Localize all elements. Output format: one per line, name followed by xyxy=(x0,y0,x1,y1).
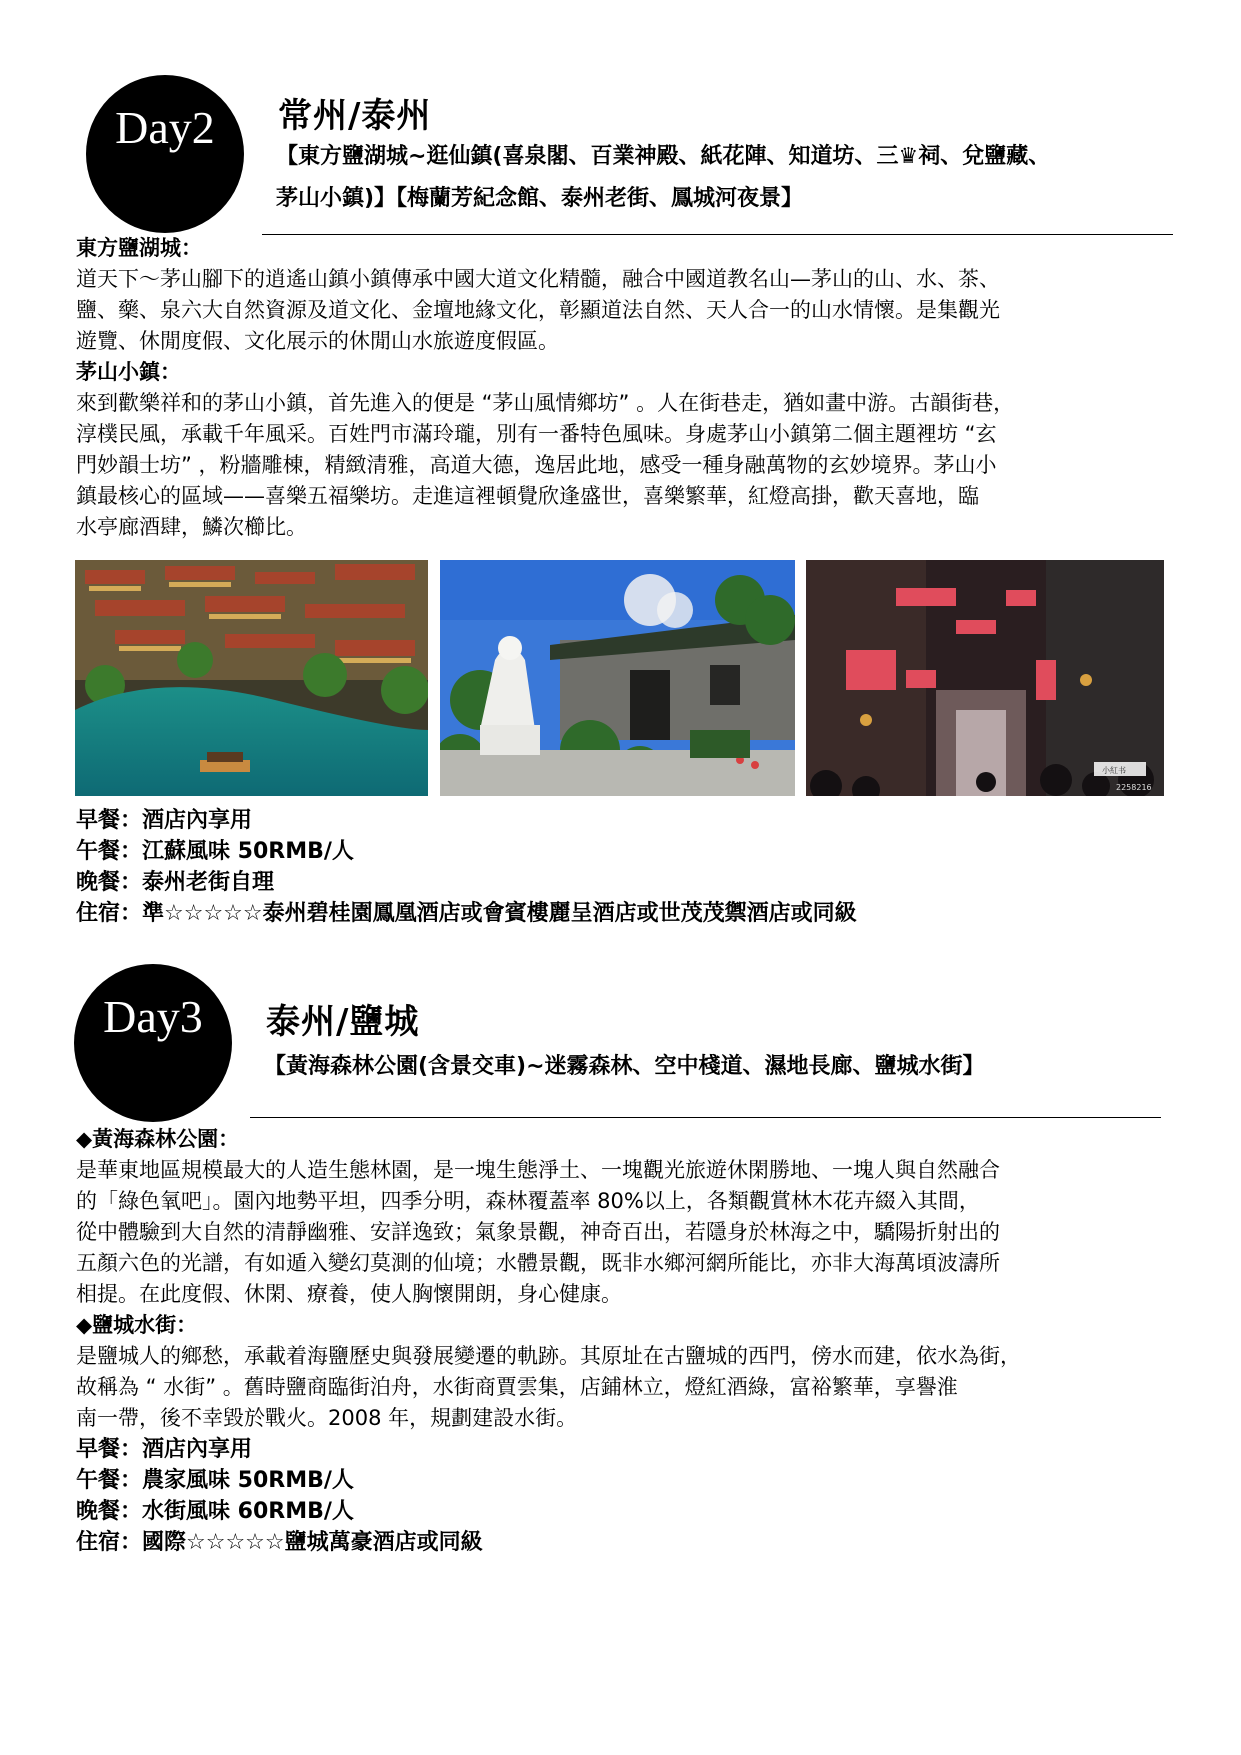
day2-section2-line: 淳樸民風，承載千年風采。百姓門市滿玲瓏，別有一番特色風味。身處茅山小鎮第二個主題裡坊 “玄 xyxy=(76,422,997,446)
photo-statue-image xyxy=(440,560,795,796)
day2-route-line2: 茅山小鎮)】【梅蘭芳紀念館、泰州老街、鳳城河夜景】 xyxy=(276,186,804,211)
day2-section2-line: 水亭廊酒肆，鱗次櫛比。 xyxy=(76,515,307,539)
day2-body xyxy=(76,233,1169,543)
day3-section1-line: 相提。在此度假、休閑、療養，使人胸懷開朗，身心健康。 xyxy=(76,1282,622,1306)
day2-title: 常州/泰州 xyxy=(278,96,432,136)
day3-section1-line: 從中體驗到大自然的清靜幽雅、安詳逸致；氣象景觀，神奇百出，若隱身於林海之中，驕陽折射出的 xyxy=(76,1220,1000,1244)
day2-section2-line: 門妙韻士坊” ，粉牆雕棟，精緻清雅，高道大德，逸居此地，感受一種身融萬物的玄妙境界。茅山小 xyxy=(76,453,997,477)
day3-section1-line: 是華東地區規模最大的人造生態林園，是一塊生態淨土、一塊觀光旅遊休閑勝地、一塊人與自然融合 xyxy=(76,1158,1000,1182)
day3-title: 泰州/鹽城 xyxy=(266,1002,420,1042)
day3-badge-label: Day3 xyxy=(103,991,203,1042)
day3-section1-line: 五顏六色的光譜，有如遁入變幻莫測的仙境；水體景觀，既非水鄉河網所能比，亦非大海萬頃波濤所 xyxy=(76,1251,1000,1275)
photo-statue xyxy=(440,560,795,796)
day3-section2-line: 是鹽城人的鄉愁，承載着海鹽歷史與發展變遷的軌跡。其原址在古鹽城的西門，傍水而建，依水為街， xyxy=(76,1344,1021,1368)
day2-section1-line: 遊覽、休閒度假、文化展示的休閒山水旅遊度假區。 xyxy=(76,329,559,353)
day2-route xyxy=(276,136,1176,220)
day3-section1-heading: ◆黃海森林公園： xyxy=(76,1127,240,1151)
day3-section2-line: 南一帶，後不幸毀於戰火。2008 年，規劃建設水街。 xyxy=(76,1406,578,1430)
day2-badge xyxy=(86,75,244,233)
day2-section2-heading: 茅山小鎮： xyxy=(76,360,181,384)
day3-section2-line: 故稱為 “ 水街” 。舊時鹽商臨街泊舟，水街商賈雲集，店鋪林立，燈紅酒綠，富裕繁華，享譽淮 xyxy=(76,1375,958,1399)
day3-body xyxy=(76,1124,1169,1558)
day3-breakfast: 早餐：酒店內享用 xyxy=(76,1437,253,1462)
day3-section1-line: 的「綠色氧吧」。園內地勢平坦，四季分明，森林覆蓋率 80%以上，各類觀賞林木花卉綴入其間， xyxy=(76,1189,980,1213)
day3-hotel: 住宿：國際☆☆☆☆☆鹽城萬豪酒店或同級 xyxy=(76,1530,483,1555)
day3-route xyxy=(264,1046,1164,1088)
day2-breakfast: 早餐：酒店內享用 xyxy=(76,808,253,833)
day3-badge xyxy=(74,964,232,1122)
photo-old-street xyxy=(806,560,1164,796)
day2-dinner: 晚餐：泰州老街自理 xyxy=(76,870,275,895)
day2-section1-heading: 東方鹽湖城： xyxy=(76,236,202,260)
day3-section2-heading: ◆鹽城水街： xyxy=(76,1313,198,1337)
day3-lunch: 午餐：農家風味 50RMB/人 xyxy=(76,1468,354,1493)
photo-lake-town xyxy=(75,560,428,796)
day2-hotel: 住宿：準☆☆☆☆☆泰州碧桂園鳳凰酒店或會賓樓麗呈酒店或世茂茂禦酒店或同級 xyxy=(76,901,857,926)
day2-lunch: 午餐：江蘇風味 50RMB/人 xyxy=(76,839,354,864)
day3-divider xyxy=(250,1117,1161,1118)
photo-watermark: 小紅书 xyxy=(1102,766,1126,775)
photo-id: 2258216 xyxy=(1116,783,1152,792)
day2-route-line1: 【東方鹽湖城~逛仙鎮(喜泉閣、百業神殿、紙花陣、知道坊、三♛祠、兌鹽藏、 xyxy=(276,144,1051,169)
day3-dinner: 晚餐：水街風味 60RMB/人 xyxy=(76,1499,354,1524)
photo-lake-town-image xyxy=(75,560,428,796)
day2-section1-line: 道天下～茅山腳下的逍遙山鎮小鎮傳承中國大道文化精髓，融合中國道教名山—茅山的山、水、茶、 xyxy=(76,267,1000,291)
day2-badge-label: Day2 xyxy=(115,102,215,153)
day2-section1-line: 鹽、藥、泉六大自然資源及道文化、金壇地緣文化，彰顯道法自然、天人合一的山水情懷。是集觀光 xyxy=(76,298,1000,322)
photo-old-street-image xyxy=(806,560,1164,796)
day2-section2-line: 來到歡樂祥和的茅山小鎮，首先進入的便是 “茅山風情鄉坊” 。人在街巷走，猶如畫中游。古韻街巷， xyxy=(76,391,1015,415)
day2-meals xyxy=(76,805,1169,929)
day3-route-line1: 【黃海森林公園(含景交車)~迷霧森林、空中棧道、濕地長廊、鹽城水街】 xyxy=(264,1054,985,1079)
day2-section2-line: 鎮最核心的區域——喜樂五福樂坊。走進這裡頓覺欣逢盛世，喜樂繁華，紅燈高掛，歡天喜地，臨 xyxy=(76,484,979,508)
